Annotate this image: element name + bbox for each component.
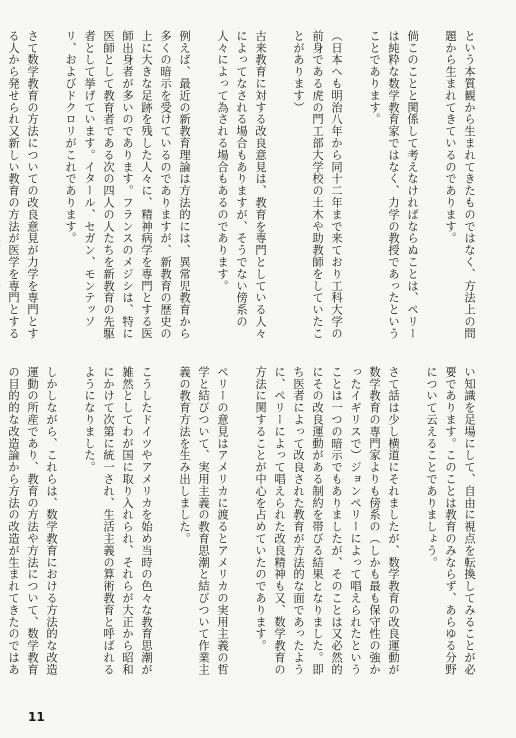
- top-text-section: [7, 30, 498, 348]
- section-divider: [18, 357, 498, 358]
- paragraph: ペリーの意見はアメリカに渡るとアメリカの実用主義の哲学と結びついて、実用主義の教育思潮と結びついて作業主義の教育方法を生み出しました。: [178, 366, 229, 676]
- paragraph: という本質観から生まれてきたものではなく、方法上の問題から生まれてきているのであります。: [444, 30, 476, 340]
- paragraph: い知識を足場にして、自由に視点を転換してみることが必要であります。このことは教育のみならず、あらゆる分野について云えることでありましょう。: [425, 366, 476, 676]
- paragraph: こうしたドイツやアメリカを始め当時の色々な教育思潮が雑然としてわが国に取り入れられ、それらが大正から昭和にかけて次第に統一され、生活主義の算術教育と呼ばれるようになりました。: [83, 366, 153, 676]
- paragraph: （日本へも明治八年から同十二年まで来ており工科大学の前身である虎の門工部大学校の土木や助教師をしていたことがあります）: [292, 30, 343, 340]
- bottom-text-section: [7, 366, 498, 684]
- paragraph: 例えば、最近の新教育理論は方法的には、異常児教育から多くの暗示を受けているのでありますが、新教育の歴史の上に大きな足跡を残した人々に、精神病学を専門とする医師出身者が多いのであります。フランスのメジシは、特に医師として教育者である次の四人の人たちを新教育の先駆者として挙げています。イタール、セガン、モンテッソリ、およびドクロリがこれであります。: [64, 30, 191, 340]
- paragraph: 倘このことと関係して考えなければならぬことは、ペリーは純粋な数学教育家ではなく、力学の教授であったということであります。: [368, 30, 419, 340]
- page-number: 11: [28, 710, 45, 724]
- paragraph: さて数学教育の方法についての改良意見が力学を専門とする人から発せられ又新しい教育の方法が医学を専門とする: [7, 30, 39, 340]
- paragraph: 古来教育に対する改良意見は、教育を専門としている人々によってなされる場合もありますが、そうでない傍系の人々によって為される場合もあるのであります。: [216, 30, 267, 340]
- paragraph: さて話は少し横道にそれましたが、数学教育の改良運動が数学教育の専門家よりも傍系の（しかも最も保守性の強かったイギリスで）ジョンペリーによって唱えられたということは一つの暗示でもありましたが、そのことは又必然的にその改良運動がある制約を帯びる結果となりました。即ち医者によって改良された教育が方法的な面であったように、ペリーによって唱えられた改良精神も又、数学教育の方法に関することが中心を占めていたのであります。: [254, 366, 400, 676]
- paragraph: しかしながら、これらは、数学教育における方法的な改造運動の所産であり、教育の方法や方法について、数学教育の目的的な改造論から方法の改造が生まれてきたのではあ: [7, 366, 58, 676]
